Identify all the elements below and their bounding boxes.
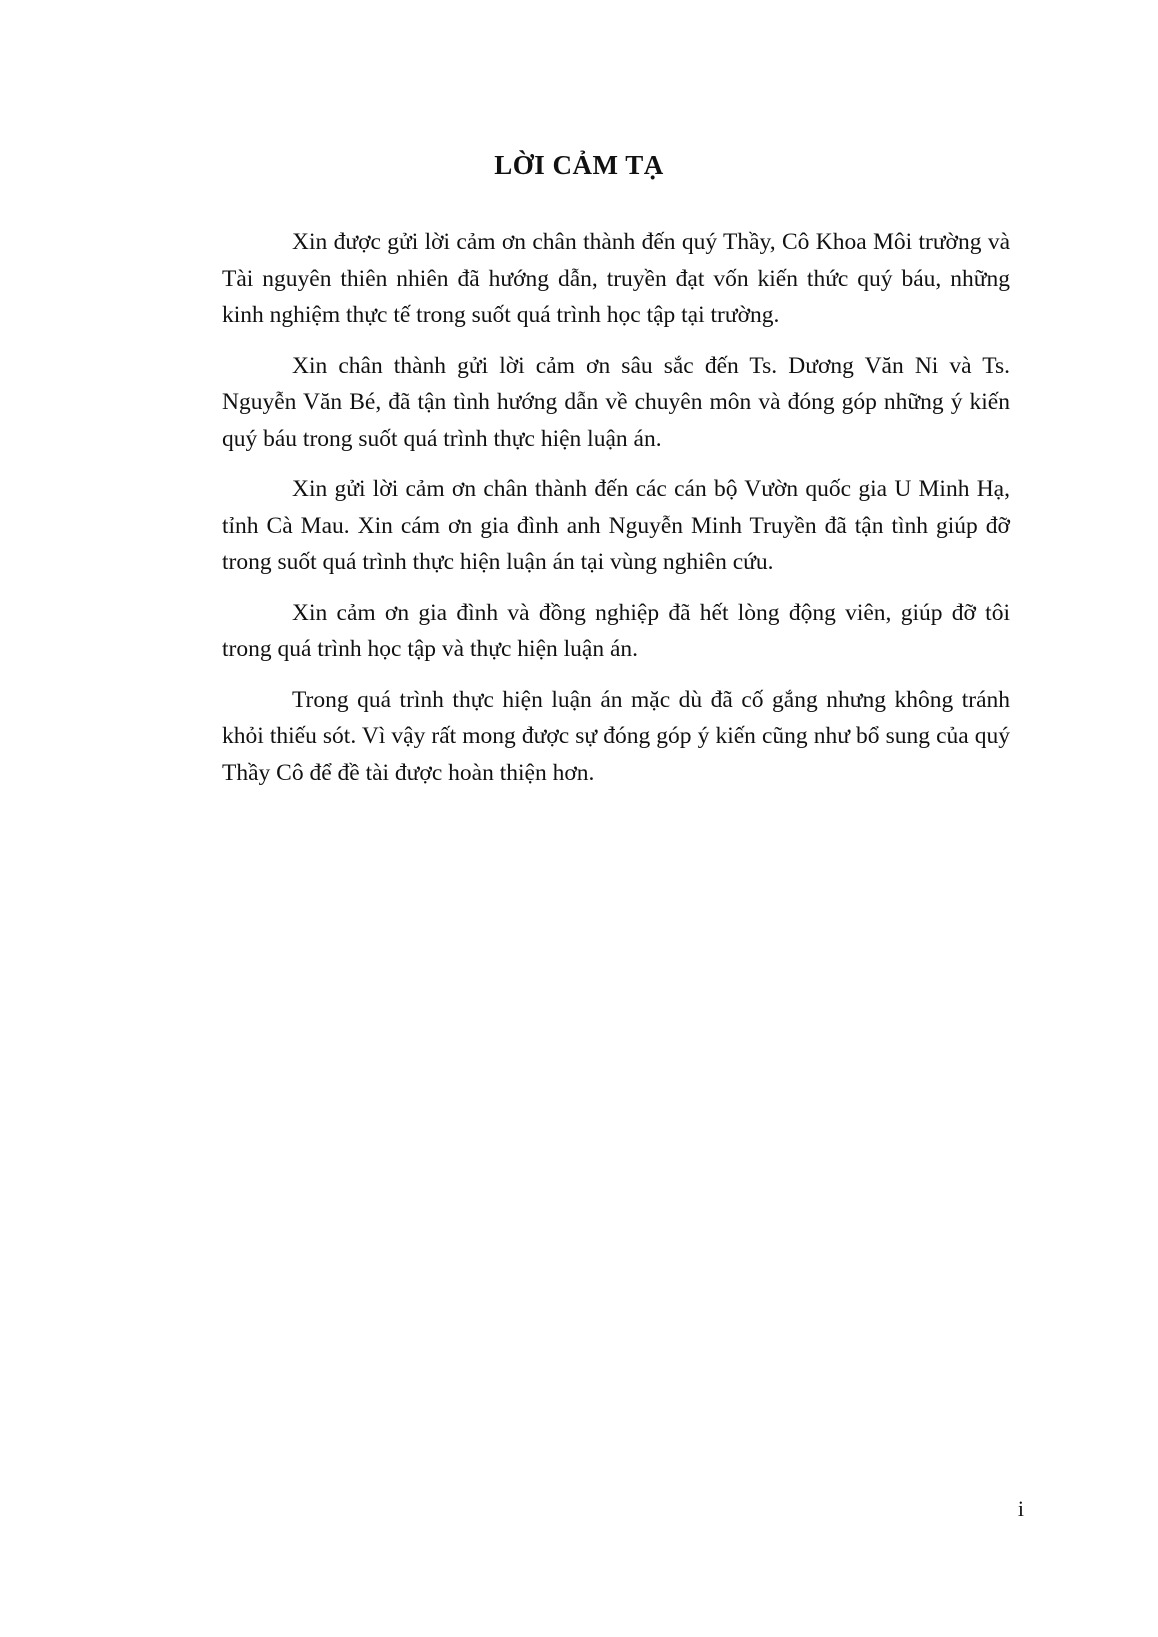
page-number: i	[1017, 1496, 1024, 1521]
acknowledgement-body	[222, 224, 1010, 805]
paragraph-1: Xin được gửi lời cảm ơn chân thành đến quý Thầy, Cô Khoa Môi trường và Tài nguyên thiên nhiên đã hướng dẫn, truyền đạt vốn kiến thức quý báu, những kinh nghiệm thực tế trong suốt quá trình học tập tại trường.	[222, 229, 1010, 328]
page-title: LỜI CẢM TẠ	[494, 150, 664, 180]
paragraph-3: Xin gửi lời cảm ơn chân thành đến các cán bộ Vườn quốc gia U Minh Hạ, tỉnh Cà Mau. Xin cám ơn gia đình anh Nguyễn Minh Truyền đã tận tình giúp đỡ trong suốt quá trình thực hiện luận án tại vùng nghiên cứu.	[222, 476, 1010, 575]
paragraph-4: Xin cảm ơn gia đình và đồng nghiệp đã hết lòng động viên, giúp đỡ tôi trong quá trình học tập và thực hiện luận án.	[222, 599, 1010, 662]
paragraph-5: Trong quá trình thực hiện luận án mặc dù đã cố gắng nhưng không tránh khỏi thiếu sót. Vì vậy rất mong được sự đóng góp ý kiến cũng như bổ sung của quý Thầy Cô để đề tài được hoàn thiện hơn.	[222, 686, 1010, 786]
paragraph-2: Xin chân thành gửi lời cảm ơn sâu sắc đến Ts. Dương Văn Ni và Ts. Nguyễn Văn Bé, đã tận tình hướng dẫn về chuyên môn và đóng góp những ý kiến quý báu trong suốt quá trình thực hiện luận án.	[222, 352, 1010, 452]
